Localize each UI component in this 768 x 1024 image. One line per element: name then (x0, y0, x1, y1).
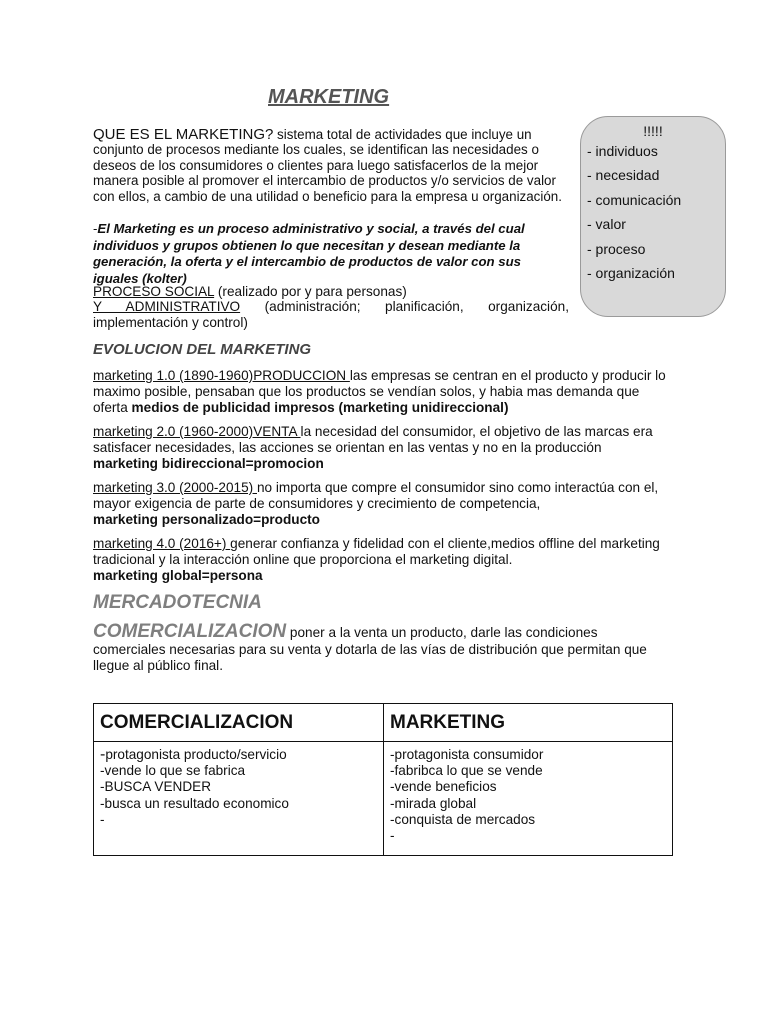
evolution-text: las empresas se centran en el producto y producir lo maximo posible, pensaban que los productos se vendían solos, y habia mas demanda que oferta (93, 368, 666, 415)
intro-answer: sistema total de actividades que incluye un conjunto de procesos mediante los cuales, se identifican las necesidades o deseos de los consumidores o clientes para luego satisfacerlos de la mejor manera posible al promover el intercambio de productos y/o servicios de valor con ellos, a cambio de una utilidad o beneficio para la empresa u organización. (93, 127, 562, 204)
definition-text: El Marketing es un proceso administrativo y social, a través del cual individuos y grupos obtienen lo que necesitan y desean mediante la generación, la oferta y el intercambio de productos de valor con sus iguales (kolter) (93, 221, 525, 286)
keywords-list (587, 142, 681, 288)
comercializacion-term: COMERCIALIZACION (93, 621, 287, 642)
table-header-row (94, 704, 673, 742)
keyword-item: - organización (587, 264, 675, 281)
comparison-table (93, 703, 673, 856)
definition-dash: - (93, 221, 98, 236)
evolution-item-3 (93, 480, 668, 527)
list-item: -BUSCA VENDER (100, 779, 212, 795)
keywords-heading: !!!!! (643, 123, 663, 139)
table-row (94, 742, 673, 856)
evolution-text: no importa que compre el consumidor sino como interactúa con el, mayor exigencia de parte de consumidores y crecimiento de competencia, (93, 480, 659, 511)
list-item: -vende beneficios (390, 779, 497, 795)
evolution-label: marketing 3.0 (2000-2015) (93, 480, 257, 495)
evolution-summary: medios de publicidad impresos (marketing unidireccional) (131, 399, 509, 415)
list-item: - (100, 811, 105, 827)
evolution-summary: marketing global=persona (93, 567, 263, 583)
keyword-item: - individuos (587, 143, 658, 159)
list-item: -busca un resultado economico (100, 795, 289, 811)
evolution-label: marketing 2.0 (1960-2000)VENTA (93, 424, 301, 439)
keyword-item: - necesidad (587, 167, 660, 184)
evolution-item-2 (93, 424, 668, 471)
list-item: -protagonista consumidor (390, 747, 544, 762)
evolution-label: marketing 4.0 (2016+) (93, 536, 231, 551)
table-header-comercializacion: COMERCIALIZACION (94, 704, 384, 742)
social-process-line (93, 284, 569, 299)
marketing-cell (384, 742, 673, 856)
keywords-box (580, 116, 726, 317)
page-title: MARKETING (268, 86, 390, 108)
list-item: - (390, 828, 395, 844)
keyword-item: - comunicación (587, 191, 682, 208)
marketing-definition (93, 221, 565, 287)
evolution-summary: marketing personalizado=producto (93, 511, 320, 527)
evolution-text: generar confianza y fidelidad con el cliente,medios offline del marketing tradicional y la interacción online que proporciona el marketing digital. (93, 536, 660, 567)
list-item: -conquista de mercados (390, 811, 536, 827)
comercializacion-cell (94, 742, 384, 856)
evolution-item-1 (93, 368, 668, 415)
intro-question: QUE ES EL MARKETING? (93, 126, 274, 143)
admin-process-label: Y ADMINISTRATIVO (93, 299, 241, 315)
keyword-item: - valor (587, 216, 626, 233)
admin-process-line (93, 299, 569, 330)
intro-paragraph (93, 127, 565, 204)
evolution-text: la necesidad del consumidor, el objetivo de las marcas era satisfacer necesidades, las acciones se orientan en las ventas y no en la producción (93, 424, 653, 455)
evolution-heading: EVOLUCION DEL MARKETING (93, 341, 312, 358)
evolution-item-4 (93, 536, 668, 583)
mercadotecnia-heading: MERCADOTECNIA (93, 592, 262, 613)
social-process-text: (realizado por y para personas) (214, 284, 407, 299)
list-item: -vende lo que se fabrica (100, 763, 246, 779)
process-description (93, 284, 569, 330)
evolution-summary: marketing bidireccional=promocion (93, 455, 324, 471)
comercializacion-definition: poner a la venta un producto, darle las condiciones comerciales necesarias para su venta y dotarla de las vías de distribución que permitan que llegue al público final. (93, 625, 647, 674)
social-process-label: PROCESO SOCIAL (93, 284, 215, 299)
list-item: -fabribca lo que se vende (390, 763, 543, 779)
list-item: -protagonista producto/servicio (100, 746, 287, 763)
admin-process-text: (administración; planificación, organización, implementación y control) (93, 299, 569, 330)
keyword-item: - proceso (587, 240, 646, 257)
evolution-label: marketing 1.0 (1890-1960)PRODUCCION (93, 368, 350, 383)
table-header-marketing: MARKETING (384, 704, 673, 742)
list-item: -mirada global (390, 795, 477, 811)
comercializacion-paragraph (93, 621, 673, 675)
